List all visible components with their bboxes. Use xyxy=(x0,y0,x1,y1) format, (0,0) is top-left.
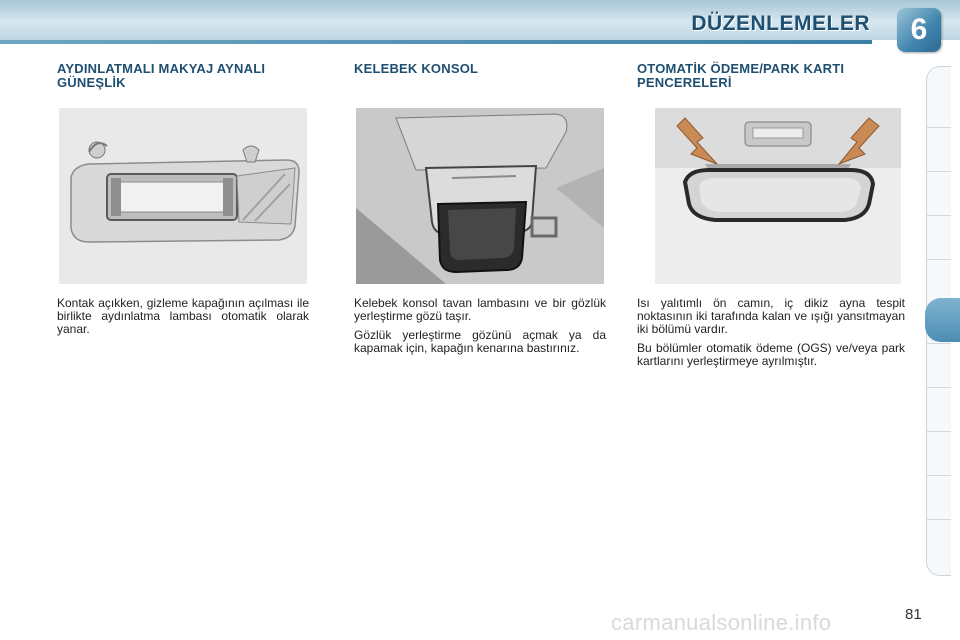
tab-divider xyxy=(927,171,951,172)
tab-divider xyxy=(927,343,951,344)
chapter-title: DÜZENLEMELER xyxy=(691,12,870,35)
page-header xyxy=(0,0,960,50)
section-body xyxy=(57,297,309,342)
header-rule xyxy=(0,40,872,44)
watermark: carmanualsonline.info xyxy=(611,610,832,635)
page-number: 81 xyxy=(905,606,922,623)
tab-divider xyxy=(927,259,951,260)
paragraph: Gözlük yerleştirme gözünü açmak ya da kapamak için, kapağın kenarına bastırınız. xyxy=(354,328,606,355)
tab-divider xyxy=(927,387,951,388)
tab-divider xyxy=(927,475,951,476)
section-body xyxy=(354,297,606,361)
section-sun-visor xyxy=(57,61,309,336)
chapter-number-badge: 6 xyxy=(897,8,941,52)
paragraph: Kelebek konsol tavan lambasını ve bir gözlük yerleştirme gözü taşır. xyxy=(354,296,606,323)
roof-console-illustration xyxy=(356,108,604,284)
tab-divider xyxy=(927,519,951,520)
tab-divider xyxy=(927,215,951,216)
tab-divider xyxy=(927,127,951,128)
paragraph: Isı yalıtımlı ön camın, iç dikiz ayna tespit noktasının iki tarafında kalan ve ışığı yansıtmayan iki bölümü vardır. xyxy=(637,296,905,336)
tab-divider xyxy=(927,431,951,432)
section-title: KELEBEK KONSOL xyxy=(354,61,479,76)
section-card-windows xyxy=(637,61,905,368)
sun-visor-drawing xyxy=(59,108,307,284)
sun-visor-illustration xyxy=(59,108,307,284)
roof-console-drawing xyxy=(356,108,604,284)
section-title: OTOMATİK ÖDEME/PARK KARTI PENCERELERİ xyxy=(637,61,845,90)
paragraph: Bu bölümler otomatik ödeme (OGS) ve/veya park kartlarını yerleştirmeye ayrılmıştır. xyxy=(637,341,905,368)
rearview-mirror-drawing xyxy=(655,108,901,284)
section-roof-console xyxy=(354,61,606,355)
rearview-mirror-illustration xyxy=(655,108,901,284)
paragraph: Kontak açıkken, gizleme kapağının açılması ile birlikte aydınlatma lambası otomatik olarak yanar. xyxy=(57,296,309,336)
section-title: AYDINLATMALI MAKYAJ AYNALI GÜNEŞLİK xyxy=(57,61,266,90)
section-body xyxy=(637,297,905,374)
active-chapter-tab[interactable] xyxy=(925,298,960,342)
